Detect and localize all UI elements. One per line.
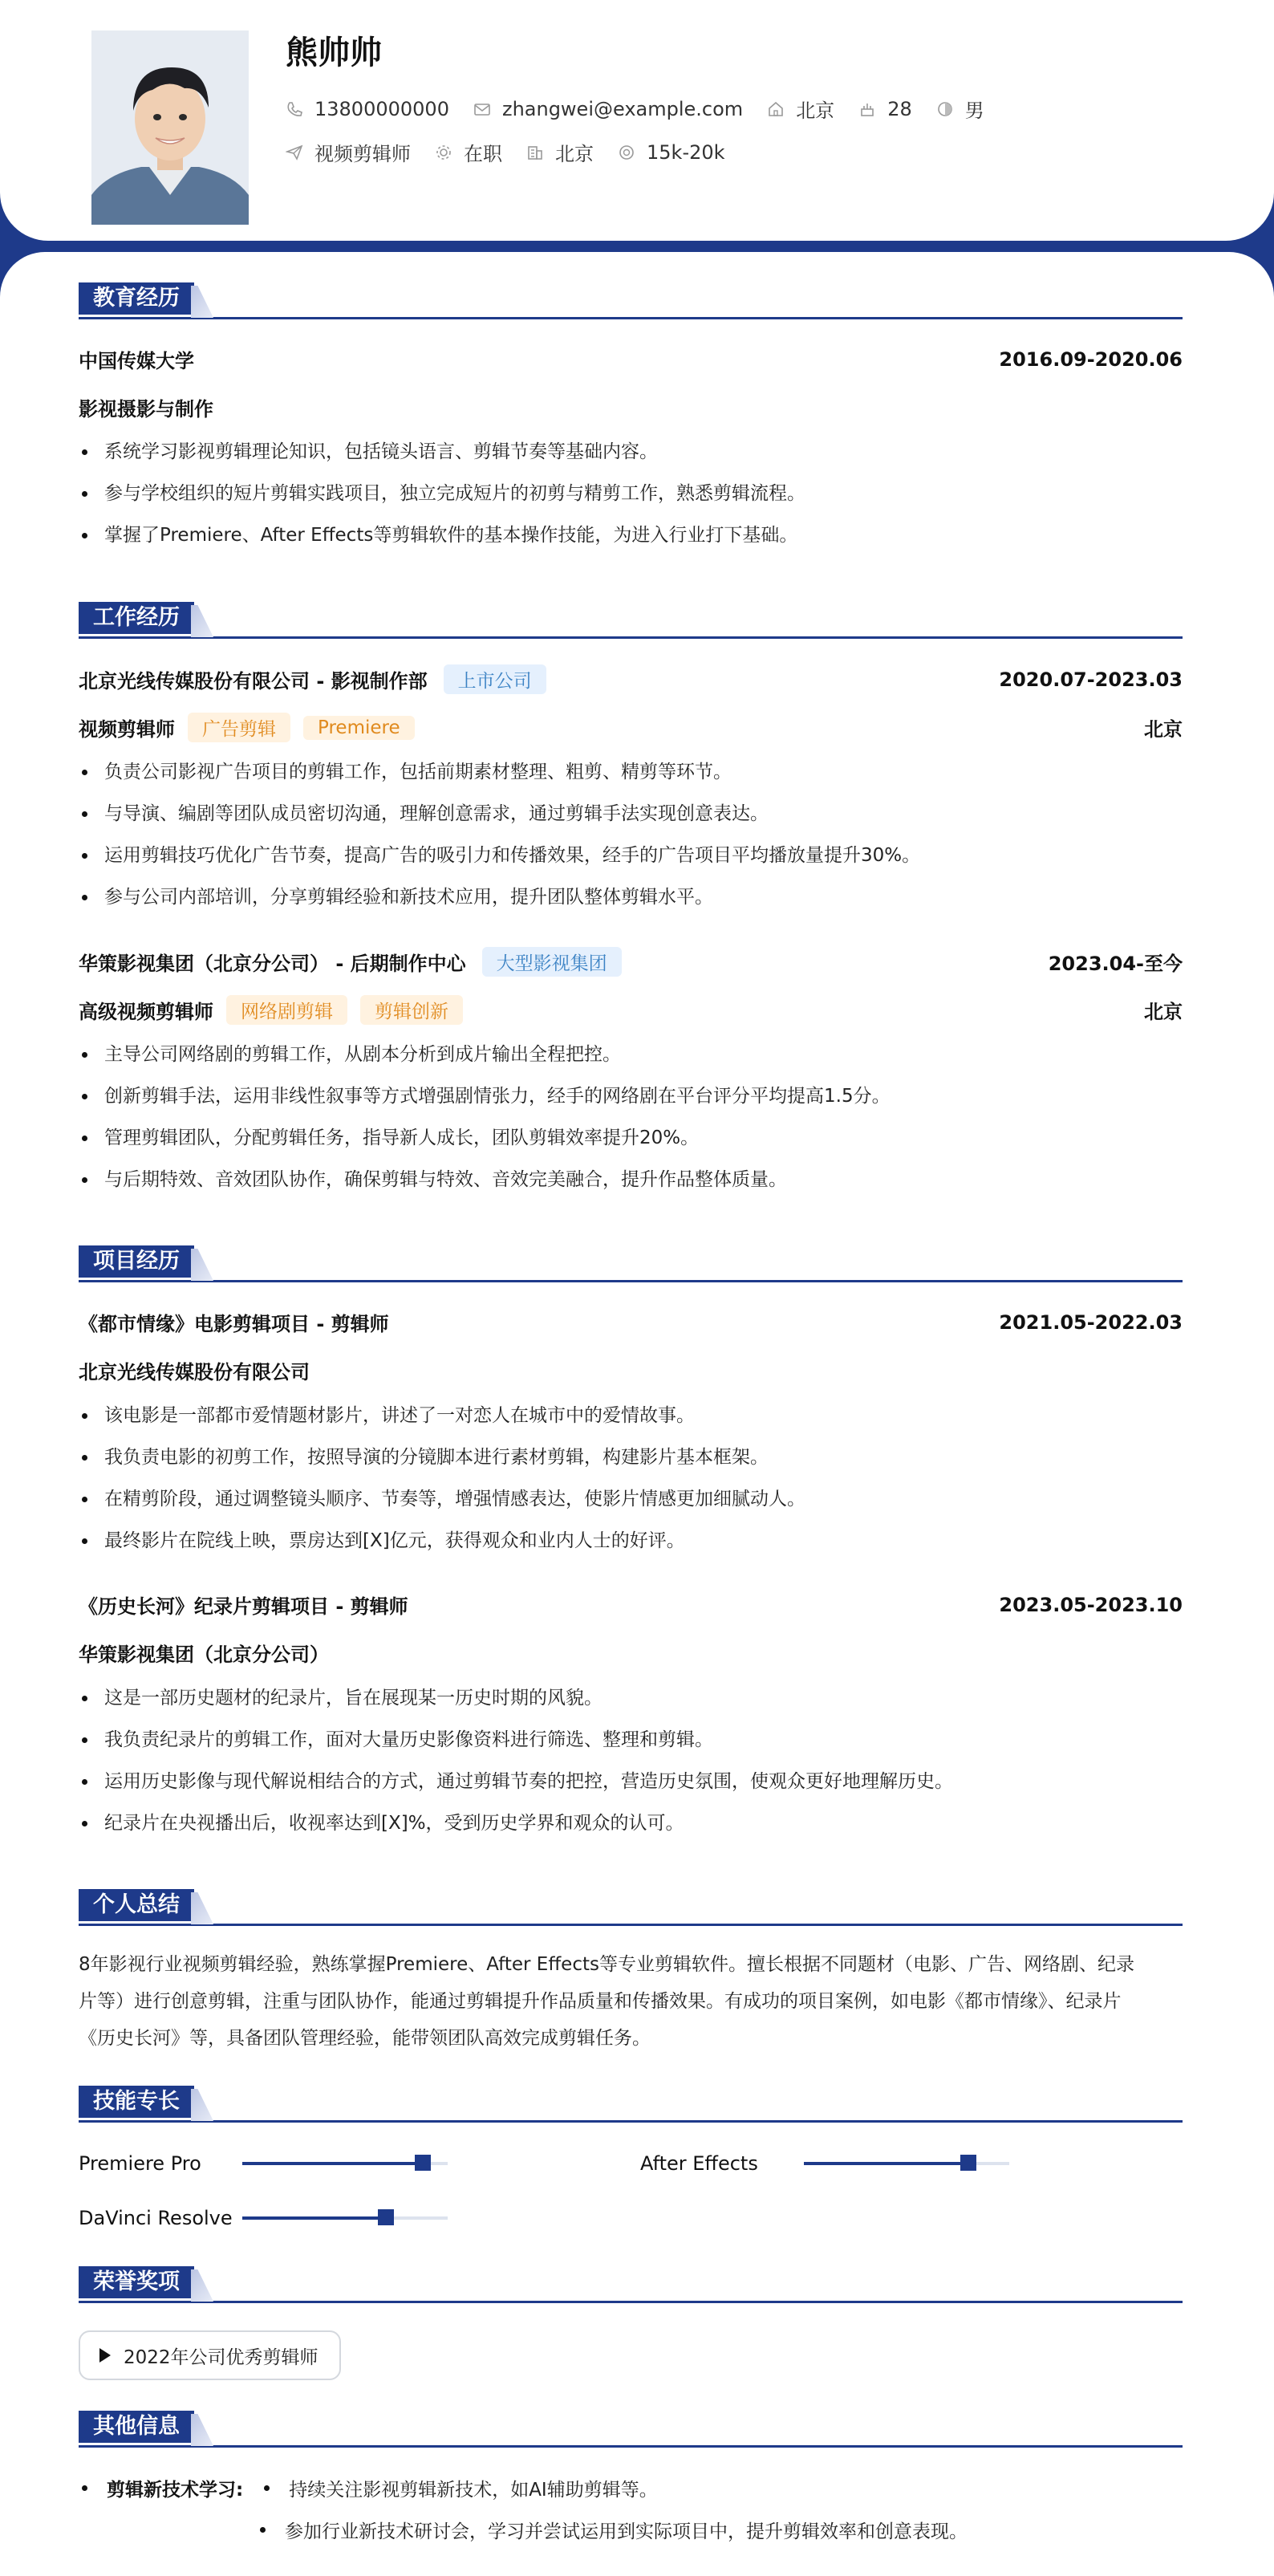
section-summary [79,1889,1183,1926]
school-name: 中国传媒大学 [79,350,194,372]
salary-text: 15k-20k [647,140,725,164]
work-1-role: 视频剪辑师 [79,718,175,741]
play-icon [99,2348,111,2363]
phone-icon [286,100,303,118]
skill-davinci [79,2207,448,2229]
list-item: 主导公司网络剧的剪辑工作，从剧本分析到成片输出全程把控。 [79,1034,1183,1075]
section-education [79,282,1183,319]
avatar [91,30,249,225]
location-item [767,95,834,123]
contact-row [286,95,1008,123]
avatar-portrait-icon [91,30,249,225]
work-1-role-tag: 广告剪辑 [188,713,290,742]
skill-bar-knob [960,2155,976,2171]
award-label: 2022年公司优秀剪辑师 [124,2346,318,2368]
gender-item [936,95,984,123]
education-bullets [79,431,1183,556]
education-major: 影视摄影与制作 [79,398,213,421]
salary-item [618,141,725,164]
bullet-dot [264,2485,270,2491]
email-text: zhangwei@example.com [501,97,744,120]
project-2-header [79,1591,1183,1619]
section-summary-label: 个人总结 [79,1889,194,1921]
bullet-dot [82,2485,87,2491]
work-1-role-row [79,713,1183,742]
work-1-role-tag: Premiere [303,716,415,740]
project-1-period: 2021.05-2022.03 [999,1310,1183,1334]
list-item: 参与公司内部培训，分享剪辑经验和新技术应用，提升团队整体剪辑水平。 [79,876,1183,918]
section-projects [79,1245,1183,1282]
target-job-item [286,138,411,166]
section-other-label: 其他信息 [79,2411,194,2443]
gender-icon [936,100,954,118]
list-item: 我负责纪录片的剪辑工作，面对大量历史影像资料进行筛选、整理和剪辑。 [79,1719,1183,1761]
list-item: 与导演、编剧等团队成员密切沟通，理解创意需求，通过剪辑手法实现创意表达。 [79,793,1183,835]
gear-icon [435,144,452,161]
status-item [435,138,502,166]
skill-bar-knob [415,2155,431,2171]
coin-icon [618,144,635,161]
work-1-company: 北京光线传媒股份有限公司 - 影视制作部 [79,670,428,693]
list-item: 创新剪辑手法，运用非线性叙事等方式增强剧情张力，经手的网络剧在平台评分平均提高1.5分。 [79,1075,1183,1117]
target-city-item [526,138,594,166]
list-item: 这是一部历史题材的纪录片，旨在展现某一历史时期的风貌。 [79,1677,1183,1719]
summary-text [79,1946,1183,2057]
project-1-bullets [79,1395,1183,1562]
skill-name: After Effects [640,2152,758,2175]
section-tail-decoration [191,286,213,318]
cake-icon [858,100,876,118]
work-1-bullets [79,751,1183,918]
paper-plane-icon [286,144,303,161]
section-other [79,2411,1183,2448]
list-item: 运用剪辑技巧优化广告节奏，提高广告的吸引力和传播效果，经手的广告项目平均播放量提升30%。 [79,835,1183,876]
section-work [79,602,1183,639]
project-1-title: 《都市情缘》电影剪辑项目 - 剪辑师 [79,1313,389,1335]
list-item: 在精剪阶段，通过调整镜头顺序、节奏等，增强情感表达，使影片情感更加细腻动人。 [79,1478,1183,1520]
work-1-company-tag: 上市公司 [444,664,546,694]
award-chip[interactable] [79,2330,341,2380]
work-2-role-tag: 剪辑创新 [360,995,463,1025]
age-item [858,98,912,120]
other-value: 持续关注影视剪辑新技术，如AI辅助剪辑等。 [289,2480,658,2501]
job-intent-row [286,138,749,166]
list-item: 掌握了Premiere、After Effects等剪辑软件的基本操作技能，为进入行业打下基础。 [79,514,1183,556]
other-item-row [79,2475,658,2501]
other-item-row [260,2517,968,2543]
other-value: 参加行业新技术研讨会，学习并尝试运用到实际项目中，提升剪辑效率和创意表现。 [285,2521,968,2542]
building-icon [526,144,544,161]
work-1-period: 2020.07-2023.03 [999,668,1183,691]
project-2-bullets [79,1677,1183,1844]
work-1-header [79,664,1183,694]
target-job-text: 视频剪辑师 [314,143,411,165]
section-tail-decoration [191,605,213,637]
skill-name: Premiere Pro [79,2152,201,2175]
status-text: 在职 [464,143,502,165]
work-2-role-tag: 网络剧剪辑 [226,995,347,1025]
skill-premiere [79,2152,448,2175]
list-item: 与后期特效、音效团队协作，确保剪辑与特效、音效完美融合，提升作品整体质量。 [79,1159,1183,1201]
summary-line: 8年影视行业视频剪辑经验，熟练掌握Premiere、After Effects等专业剪辑软件。擅长根据不同题材（电影、广告、网络剧、纪录 [79,1954,1134,1975]
section-tail-decoration [191,1892,213,1924]
project-1-header [79,1308,1183,1336]
work-1-city: 北京 [1144,718,1183,741]
skill-after-effects [640,2152,1009,2175]
work-2-role: 高级视频剪辑师 [79,1001,213,1023]
summary-line: 片等）进行创意剪辑，注重与团队协作，能通过剪辑提升作品质量和传播效果。有成功的项目案例，如电影《都市情缘》、纪录片 [79,1991,1122,2012]
section-skills [79,2086,1183,2123]
skill-bar-fill [804,2162,968,2165]
section-awards-label: 荣誉奖项 [79,2266,194,2298]
other-key: 剪辑新技术学习: [107,2480,244,2501]
section-tail-decoration [191,2269,213,2302]
phone-item [286,98,449,120]
list-item: 纪录片在央视播出后，收视率达到[X]%，受到历史学界和观众的认可。 [79,1802,1183,1844]
skill-bar [242,2216,448,2220]
mail-icon [473,100,491,118]
phone-text: 13800000000 [314,97,449,120]
list-item: 参与学校组织的短片剪辑实践项目，独立完成短片的初剪与精剪工作，熟悉剪辑流程。 [79,473,1183,514]
education-header [79,345,1183,373]
project-2-org: 华策影视集团（北京分公司） [79,1644,329,1666]
list-item: 管理剪辑团队，分配剪辑任务，指导新人成长，团队剪辑效率提升20%。 [79,1117,1183,1159]
section-work-label: 工作经历 [79,602,194,634]
work-2-company-tag: 大型影视集团 [482,947,622,977]
resume-body [0,252,1274,2576]
list-item: 最终影片在院线上映，票房达到[X]亿元，获得观众和业内人士的好评。 [79,1520,1183,1562]
gender-text: 男 [964,100,984,122]
skill-bar-knob [378,2209,394,2225]
age-text: 28 [887,97,912,120]
project-2-period: 2023.05-2023.10 [999,1593,1183,1616]
section-education-label: 教育经历 [79,282,194,315]
work-2-header [79,947,1183,977]
list-item: 该电影是一部都市爱情题材影片，讲述了一对恋人在城市中的爱情故事。 [79,1395,1183,1436]
bullet-dot [260,2527,266,2533]
project-1-org: 北京光线传媒股份有限公司 [79,1361,310,1383]
work-2-company: 华策影视集团（北京分公司） - 后期制作中心 [79,953,466,975]
candidate-name: 熊帅帅 [286,35,382,71]
skill-bar [242,2162,448,2165]
work-2-period: 2023.04-至今 [1048,953,1183,975]
profile-header [0,0,1274,241]
section-skills-label: 技能专长 [79,2086,194,2118]
skill-bar-fill [242,2162,423,2165]
work-2-bullets [79,1034,1183,1201]
target-city-text: 北京 [555,143,594,165]
skill-bar [804,2162,1009,2165]
email-item [473,98,743,120]
work-2-city: 北京 [1144,1001,1183,1023]
summary-line: 《历史长河》等，具备团队管理经验，能带领团队高效完成剪辑任务。 [79,2028,651,2049]
location-text: 北京 [796,100,835,122]
section-tail-decoration [191,1249,213,1281]
section-projects-label: 项目经历 [79,1245,194,1278]
list-item: 我负责电影的初剪工作，按照导演的分镜脚本进行素材剪辑，构建影片基本框架。 [79,1436,1183,1478]
project-2-title: 《历史长河》纪录片剪辑项目 - 剪辑师 [79,1595,408,1618]
list-item: 运用历史影像与现代解说相结合的方式，通过剪辑节奏的把控，营造历史氛围，使观众更好地理解历史。 [79,1761,1183,1802]
section-awards [79,2266,1183,2303]
skill-bar-fill [242,2216,386,2220]
work-2-role-row [79,995,1183,1025]
home-icon [767,100,785,118]
list-item: 负责公司影视广告项目的剪辑工作，包括前期素材整理、粗剪、精剪等环节。 [79,751,1183,793]
section-tail-decoration [191,2414,213,2446]
education-period: 2016.09-2020.06 [999,347,1183,371]
skill-name: DaVinci Resolve [79,2207,233,2229]
list-item: 系统学习影视剪辑理论知识，包括镜头语言、剪辑节奏等基础内容。 [79,431,1183,473]
section-tail-decoration [191,2089,213,2121]
